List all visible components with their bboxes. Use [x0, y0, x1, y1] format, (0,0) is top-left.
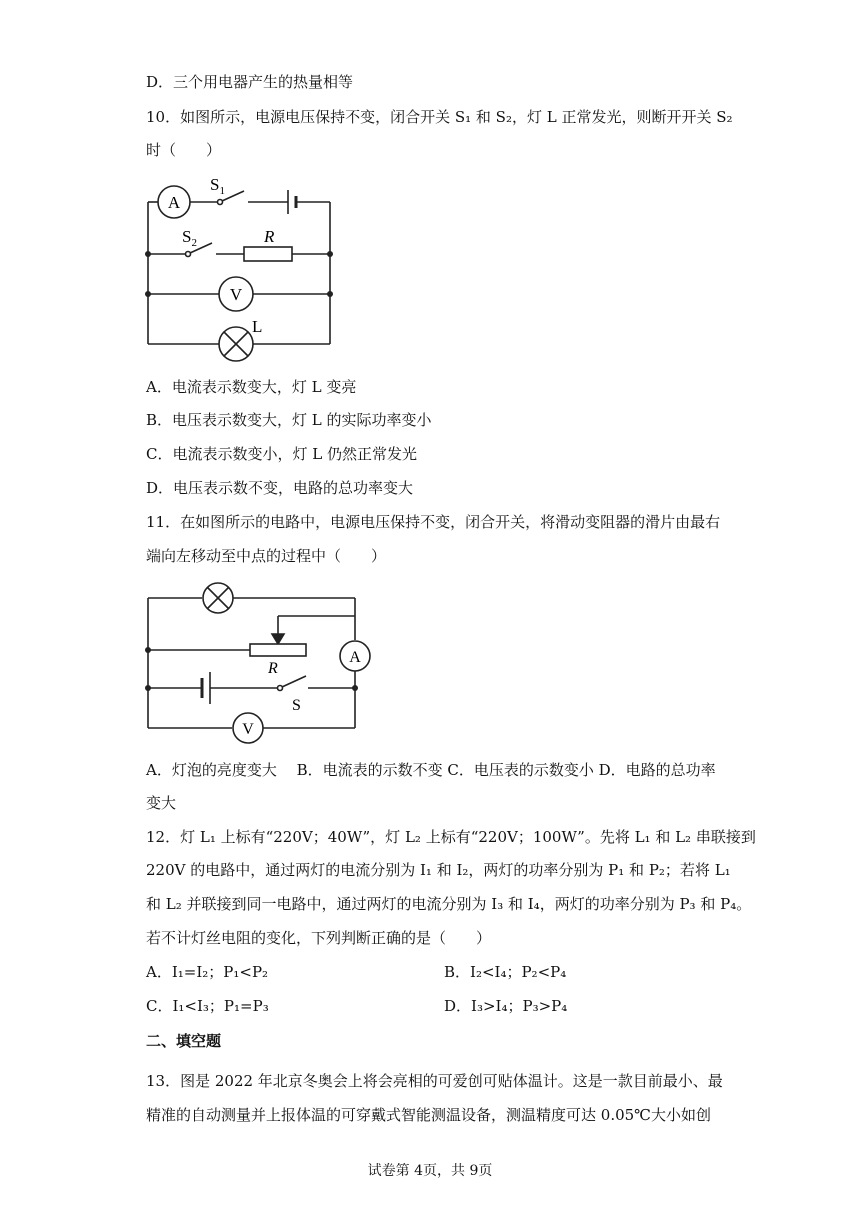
q11-stem-line2: 端向左移动至中点的过程中（ ）	[146, 547, 387, 565]
q10-option-b: B．电压表示数变大，灯 L 的实际功率变小	[146, 411, 432, 429]
q10-node-right-low	[327, 291, 333, 297]
q11-switch-lever	[282, 676, 306, 687]
q10-stem-line2: 时（ ）	[146, 141, 222, 159]
q10-switch-s1-lever	[222, 191, 244, 201]
q12-option-b: B．I₂<I₄；P₂<P₄	[444, 963, 567, 981]
q10-node-left-mid	[145, 251, 151, 257]
q10-switch2-label: $S_2$	[182, 227, 197, 249]
q11-resistor-label: R	[268, 660, 278, 677]
q11-options-line1: A．灯泡的亮度变大 B．电流表的示数不变 C．电压表的示数变小 D．电路的总功率	[146, 761, 716, 779]
q11-circuit-diagram	[140, 578, 380, 748]
q10-switch1-label: $S_1$	[210, 175, 225, 197]
q11-node-left-mid	[145, 647, 151, 653]
q12-option-d: D．I₃>I₄；P₃>P₄	[444, 997, 568, 1015]
q10-resistor-label: R	[264, 227, 275, 246]
section-title-fill-in: 二、填空题	[146, 1032, 222, 1050]
q11-voltmeter-label: V	[242, 721, 254, 738]
q9-option-d: D．三个用电器产生的热量相等	[146, 73, 354, 91]
q11-options-line2: 变大	[146, 794, 177, 812]
q11-node-right-low	[352, 685, 358, 691]
q11-rheostat	[250, 644, 306, 656]
page-footer: 试卷第 4页，共 9页	[367, 1163, 493, 1179]
q12-stem-line1: 12．灯 L₁ 上标有“220V；40W”，灯 L₂ 上标有“220V；100W”。先将 L₁ 和 L₂ 串联接到	[146, 828, 756, 846]
q12-stem-line3: 和 L₂ 并联接到同一电路中，通过两灯的电流分别为 I₃ 和 I₄，两灯的功率分别为 P₃ 和 P₄。	[146, 895, 752, 913]
q10-voltmeter-label: V	[229, 285, 243, 304]
q10-resistor	[244, 247, 292, 261]
q13-stem-line2: 精准的自动测量并上报体温的可穿戴式智能测温设备，测温精度可达 0.05℃大小如创	[146, 1106, 711, 1124]
q13-stem-line1: 13．图是 2022 年北京冬奥会上将会亮相的可爱创可贴体温计。这是一款目前最小、最	[146, 1072, 723, 1090]
q10-stem-line1: 10．如图所示，电源电压保持不变，闭合开关 S₁ 和 S₂，灯 L 正常发光，则断开开关 S₂	[146, 108, 733, 126]
q10-lamp-label: L	[252, 317, 263, 336]
q12-option-a: A．I₁=I₂；P₁<P₂	[146, 963, 269, 981]
q10-node-left-low	[145, 291, 151, 297]
q10-circuit-diagram	[140, 172, 340, 362]
q11-ammeter-label: A	[349, 649, 361, 666]
q10-ammeter-label: A	[167, 193, 181, 212]
q11-stem-line1: 11．在如图所示的电路中，电源电压保持不变，闭合开关，将滑动变阻器的滑片由最右	[146, 513, 721, 531]
q10-option-d: D．电压表示数不变，电路的总功率变大	[146, 479, 414, 497]
q12-option-c: C．I₁<I₃；P₁=P₃	[146, 997, 269, 1015]
q10-option-c: C．电流表示数变小，灯 L 仍然正常发光	[146, 445, 417, 463]
q12-stem-line4: 若不计灯丝电阻的变化，下列判断正确的是（ ）	[146, 929, 492, 947]
q12-stem-line2: 220V 的电路中，通过两灯的电流分别为 I₁ 和 I₂，两灯的功率分别为 P₁ 和 P₂；若将 L₁	[146, 861, 731, 879]
q11-slider-arrow	[272, 634, 284, 644]
q10-node-right-mid	[327, 251, 333, 257]
q11-node-left-low	[145, 685, 151, 691]
q10-option-a: A．电流表示数变大，灯 L 变亮	[146, 378, 357, 396]
q11-switch-label: S	[292, 697, 301, 714]
